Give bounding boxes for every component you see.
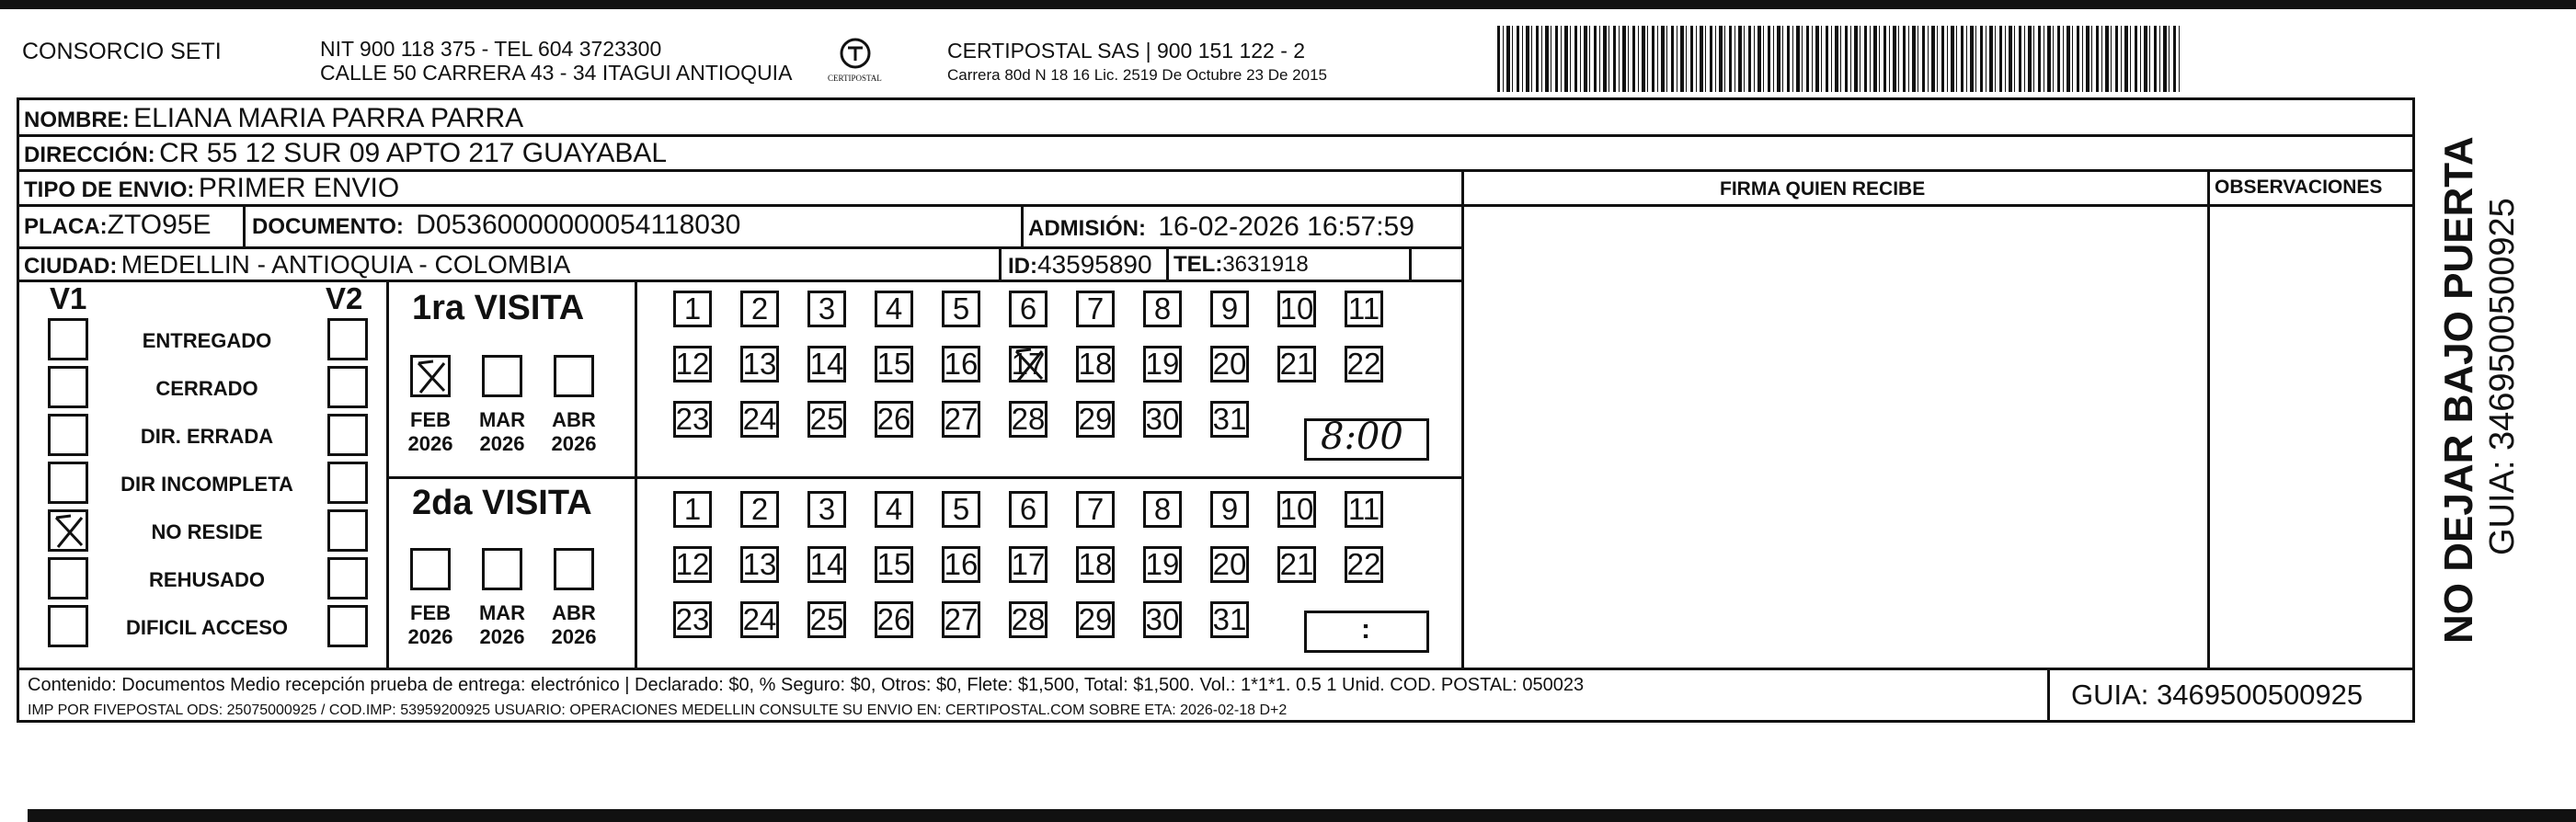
divider [1409, 246, 1412, 280]
day-box[interactable]: 26 [875, 601, 913, 638]
tipo-label: TIPO DE ENVIO: [24, 177, 195, 202]
address-line: CALLE 50 CARRERA 43 - 34 ITAGUI ANTIOQUIA [320, 61, 793, 85]
month-label: ABR [552, 601, 596, 624]
divider [17, 169, 2415, 172]
second-visit-title: 2da VISITA [412, 484, 592, 522]
id-value: 43595890 [1037, 250, 1152, 279]
documento-label: DOCUMENTO: [252, 214, 404, 239]
day-box[interactable]: 6 [1009, 491, 1048, 528]
status-item-label: DIR. ERRADA [140, 425, 274, 448]
ciudad-label: CIUDAD: [24, 254, 118, 279]
company-name: CONSORCIO SETI [22, 39, 222, 64]
ciudad-row [24, 250, 570, 280]
day-box[interactable]: 1 [673, 291, 712, 327]
day-box[interactable]: 25 [807, 401, 846, 438]
day-box[interactable]: 3 [807, 491, 846, 528]
day-box[interactable]: 27 [942, 601, 980, 638]
tipo-row [24, 173, 399, 204]
day-box[interactable]: 29 [1076, 401, 1115, 438]
day-box[interactable]: 7 [1076, 291, 1115, 327]
no-dejar-text: NO DEJAR BAJO PUERTA [2436, 136, 2481, 644]
day-box[interactable]: 27 [942, 401, 980, 438]
admision-value: 16-02-2026 16:57:59 [1158, 211, 1414, 242]
day-box[interactable]: 17 [1009, 546, 1048, 583]
day-box[interactable]: 14 [807, 546, 846, 583]
ciudad-value: MEDELLIN - ANTIOQUIA - COLOMBIA [120, 250, 571, 279]
month-checkbox[interactable] [554, 548, 594, 590]
status-item-label: CERRADO [155, 377, 258, 400]
nombre-row [24, 103, 523, 134]
day-box[interactable]: 28 [1009, 401, 1048, 438]
divider [386, 476, 1464, 479]
divider [1461, 204, 2415, 207]
nombre-label: NOMBRE: [24, 108, 130, 132]
day-box[interactable]: 12 [673, 346, 712, 382]
day-box[interactable]: 21 [1277, 346, 1316, 382]
day-box[interactable]: 7 [1076, 491, 1115, 528]
scan-bottom-edge [28, 809, 2576, 822]
year-label: 2026 [407, 625, 453, 648]
day-box[interactable]: 12 [673, 546, 712, 583]
observaciones-header: OBSERVACIONES [2215, 177, 2383, 198]
v1-label: V1 [50, 281, 87, 315]
day-box[interactable]: 24 [740, 401, 779, 438]
day-box[interactable]: 26 [875, 401, 913, 438]
divider [386, 280, 389, 668]
footer-imp: IMP POR FIVEPOSTAL ODS: 25075000925 / COD.IMP: 53959200925 USUARIO: OPERACIONES MEDELLIN CONSULTE SU ENVIO EN: CERTIPOSTAL.COM SOBRE ETA: 2026-02-18 D+2 [28, 702, 1288, 718]
divider [17, 668, 2415, 670]
divider [17, 280, 1464, 282]
month-checkbox[interactable] [410, 548, 451, 590]
footer-contenido: Contenido: Documentos Medio recepción prueba de entrega: electrónico | Declarado: $0, % Seguro: $0, Otros: $0, Flete: $1,500, Total: $1,500. Vol.: 1*1*1. 0.5 1 Unid. COD. POSTAL: 050023 [28, 675, 1585, 695]
day-box[interactable]: 8 [1143, 491, 1182, 528]
status-item-label: ENTREGADO [142, 329, 272, 352]
day-box[interactable]: 18 [1076, 346, 1115, 382]
nombre-value: ELIANA MARIA PARRA PARRA [133, 103, 524, 133]
day-box[interactable]: 23 [673, 401, 712, 438]
status-item-label: DIR INCOMPLETA [120, 473, 293, 496]
admision-row [1028, 211, 1414, 243]
day-box[interactable]: 9 [1210, 291, 1249, 327]
divider [17, 246, 1464, 249]
day-box[interactable]: 15 [875, 546, 913, 583]
divider [1461, 169, 1464, 668]
day-box[interactable]: 4 [875, 491, 913, 528]
day-box[interactable]: 16 [942, 546, 980, 583]
day-box[interactable]: 14 [807, 346, 846, 382]
day-box[interactable]: 30 [1143, 401, 1182, 438]
id-row [1008, 250, 1152, 280]
tel-label: TEL: [1174, 252, 1223, 277]
divider [2047, 668, 2050, 721]
footer-guia: GUIA: 3469500500925 [2071, 679, 2364, 711]
direccion-value: CR 55 12 SUR 09 APTO 217 GUAYABAL [159, 138, 668, 168]
placa-label: PLACA: [24, 214, 108, 239]
tel-value: 3631918 [1222, 252, 1309, 277]
day-box[interactable]: 10 [1277, 291, 1316, 327]
day-box[interactable]: 11 [1345, 291, 1383, 327]
direccion-row [24, 138, 667, 169]
day-box[interactable]: 3 [807, 291, 846, 327]
admision-label: ADMISIÓN: [1028, 216, 1146, 241]
day-box[interactable]: 5 [942, 291, 980, 327]
day-mark-icon [1011, 346, 1048, 382]
day-box[interactable]: 13 [740, 546, 779, 583]
day-box[interactable]: 10 [1277, 491, 1316, 528]
day-box[interactable]: 13 [740, 346, 779, 382]
day-box[interactable]: 2 [740, 291, 779, 327]
status-item-label: REHUSADO [149, 568, 265, 591]
month-label: MAR [478, 408, 526, 431]
year-label: 2026 [479, 625, 525, 648]
day-box[interactable]: 20 [1210, 346, 1249, 382]
divider [1021, 204, 1024, 246]
divider [635, 280, 637, 668]
month-label: FEB [410, 601, 451, 624]
guia-side-text: GUIA: 3469500500925 [2483, 198, 2522, 555]
documento-row [252, 210, 740, 241]
day-box[interactable]: 23 [673, 601, 712, 638]
day-box[interactable]: 20 [1210, 546, 1249, 583]
month-checkbox[interactable] [482, 355, 522, 397]
day-box[interactable]: 9 [1210, 491, 1249, 528]
tel-row [1174, 252, 1309, 278]
divider [1166, 246, 1169, 280]
day-box[interactable]: 28 [1009, 601, 1048, 638]
placa-row [24, 210, 211, 241]
divider [243, 204, 246, 246]
month-label: ABR [552, 408, 596, 431]
divider [2207, 169, 2210, 668]
day-box[interactable]: 22 [1345, 546, 1383, 583]
documento-value: D05360000000054118030 [416, 210, 741, 240]
placa-value: ZTO95E [107, 210, 212, 240]
year-label: 2026 [479, 432, 525, 455]
day-box[interactable]: 1 [673, 491, 712, 528]
day-box[interactable]: 16 [942, 346, 980, 382]
status-item-label: DIFICIL ACCESO [125, 616, 288, 639]
second-time-value: : [1361, 614, 1370, 645]
v2-label: V2 [326, 281, 363, 315]
certipostal-logo [828, 33, 883, 97]
tipo-value: PRIMER ENVIO [198, 173, 400, 203]
day-box[interactable]: 17 [1009, 346, 1048, 382]
day-box[interactable]: 22 [1345, 346, 1383, 382]
year-label: 2026 [407, 432, 453, 455]
day-box[interactable]: 19 [1143, 346, 1182, 382]
month-label: FEB [410, 408, 451, 431]
month-checkbox[interactable] [482, 548, 522, 590]
day-box[interactable]: 4 [875, 291, 913, 327]
day-box[interactable]: 8 [1143, 291, 1182, 327]
day-box[interactable]: 31 [1210, 401, 1249, 438]
day-box[interactable]: 30 [1143, 601, 1182, 638]
day-box[interactable]: 25 [807, 601, 846, 638]
month-label: MAR [478, 601, 526, 624]
day-box[interactable]: 21 [1277, 546, 1316, 583]
month-checkbox[interactable] [410, 355, 451, 397]
logo-text: CERTIPOSTAL [828, 74, 882, 83]
day-box[interactable]: 18 [1076, 546, 1115, 583]
divider [17, 134, 2415, 137]
day-box[interactable]: 19 [1143, 546, 1182, 583]
day-box[interactable]: 15 [875, 346, 913, 382]
nit-line: NIT 900 118 375 - TEL 604 3723300 [320, 37, 662, 61]
id-label: ID: [1008, 254, 1037, 279]
barcode [1497, 26, 2182, 92]
day-box[interactable]: 11 [1345, 491, 1383, 528]
divider [999, 246, 1002, 280]
day-box[interactable]: 6 [1009, 291, 1048, 327]
year-label: 2026 [551, 625, 597, 648]
day-box[interactable]: 29 [1076, 601, 1115, 638]
first-time-value: 8:00 [1321, 416, 1403, 458]
firma-header: FIRMA QUIEN RECIBE [1720, 178, 1926, 200]
day-box[interactable]: 5 [942, 491, 980, 528]
license-line: Carrera 80d N 18 16 Lic. 2519 De Octubre 23 De 2015 [947, 66, 1327, 84]
scan-top-edge [0, 0, 2576, 9]
day-box[interactable]: 24 [740, 601, 779, 638]
year-label: 2026 [551, 432, 597, 455]
certipostal-line: CERTIPOSTAL SAS | 900 151 122 - 2 [947, 39, 1306, 63]
first-visit-title: 1ra VISITA [412, 289, 585, 327]
day-box[interactable]: 2 [740, 491, 779, 528]
status-item-label: NO RESIDE [151, 520, 263, 543]
month-checkbox[interactable] [554, 355, 594, 397]
direccion-label: DIRECCIÓN: [24, 143, 155, 167]
day-box[interactable]: 31 [1210, 601, 1249, 638]
